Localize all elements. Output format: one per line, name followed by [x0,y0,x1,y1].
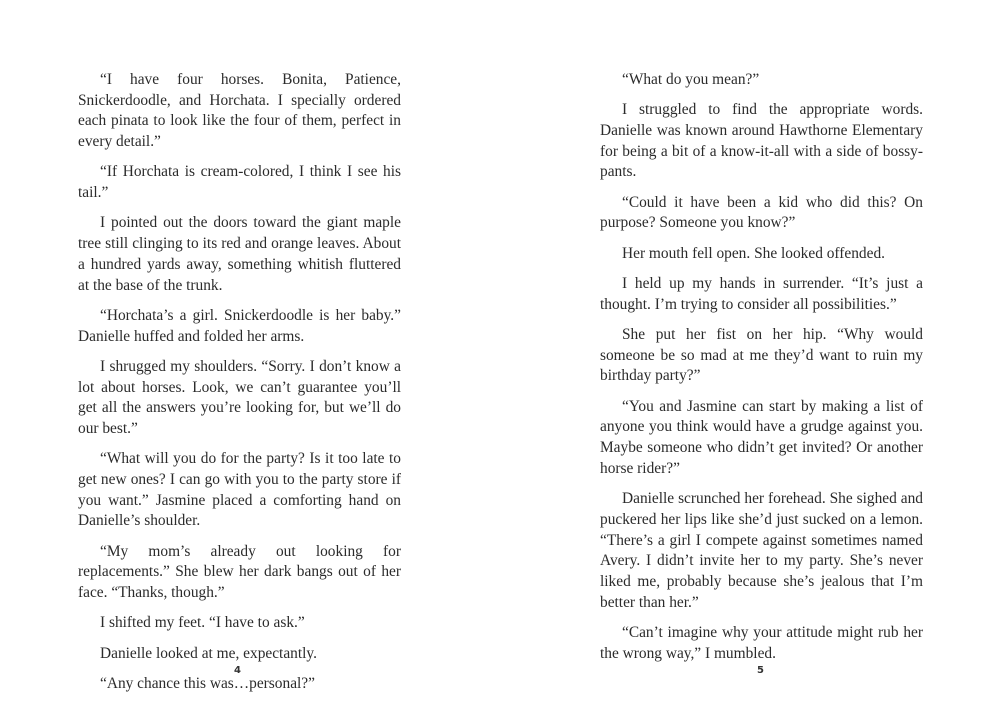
paragraph: “If Horchata is cream-colored, I think I see his tail.” [78,163,401,202]
paragraph: I pointed out the doors toward the giant maple tree still clinging to its red and orange leaves. About a hundred yards away, something whitish fluttered at the base of the trunk. [78,214,401,294]
paragraph: “Horchata’s a girl. Snickerdoodle is her baby.” Danielle huffed and folded her arms. [78,306,401,345]
paragraph: I shrugged my shoulders. “Sorry. I don’t know a lot about horses. Look, we can’t guarantee you’ll get all the answers you’re looking for, but we’ll do our best.” [78,357,401,437]
paragraph: Danielle looked at me, expectantly. [100,644,317,662]
paragraph: “I have four horses. Bonita, Patience, Snickerdoodle, and Horchata. I specially ordered each pinata to look like the four of them, perfect in every detail.” [78,71,401,151]
paragraph: She put her fist on her hip. “Why would someone be so mad at me they’d want to ruin my birthday party?” [600,326,923,385]
paragraph: “What do you mean?” [622,71,760,88]
paragraph: “Can’t imagine why your attitude might rub her the wrong way,” I mumbled. [600,623,923,662]
paragraph: “Could it have been a kid who did this? On purpose? Someone you know?” [600,193,923,232]
paragraph: “What will you do for the party? Is it too late to get new ones? I can go with you to the party store if you want.” Jasmine placed a comforting hand on Danielle’s shoulder. [78,450,401,530]
right-page-text [600,70,923,674]
paragraph: I held up my hands in surrender. “It’s just a thought. I’m trying to consider all possibilities.” [600,275,923,313]
paragraph: Her mouth fell open. She looked offended. [622,244,886,262]
paragraph: “Any chance this was…personal?” [100,674,315,692]
left-page-text [78,70,401,704]
paragraph: “You and Jasmine can start by making a list of anyone you think would have a grudge against you. Maybe someone who didn’t get invited? Or another horse rider?” [600,397,923,477]
paragraph: “My mom’s already out looking for replacements.” She blew her dark bangs out of her face. “Thanks, though.” [78,542,401,602]
right-page [500,0,1000,711]
paragraph: Danielle scrunched her forehead. She sighed and puckered her lips like she’d just sucked on a lemon. “There’s a girl I compete against sometimes named Avery. I didn’t invite her to my party. She’s never liked me, probably because she’s jealous that I’m better than her.” [600,490,923,611]
paragraph: I struggled to find the appropriate words. Danielle was known around Hawthorne Elementary for being a bit of a know-it-all with a side of bossy-pants. [600,101,923,181]
paragraph: I shifted my feet. “I have to ask.” [100,614,305,632]
page-number: 4 [234,665,241,676]
page-number: 5 [757,665,764,676]
